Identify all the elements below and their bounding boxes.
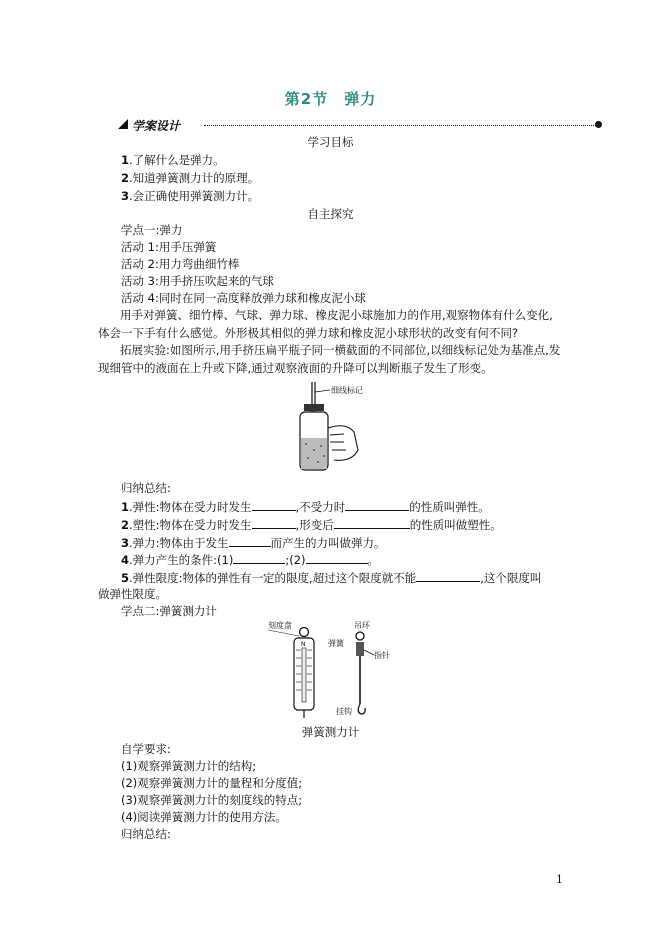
self-study-item: (4)阅读弹簧测力计的使用方法。 <box>121 810 287 824</box>
goal-item: 2.知道弹簧测力计的原理。 <box>121 171 260 185</box>
section-banner <box>118 116 602 134</box>
banner-label: 学案设计 <box>132 119 181 133</box>
goals-heading: 学习目标 <box>307 135 354 149</box>
summary-line-4: 4.弹力产生的条件:(1) ;(2) 。 <box>121 553 380 567</box>
paragraph-observe: 用手对弹簧、细竹棒、气球、弹力球、橡皮泥小球施加力的作用,观察物体有什么变化,体会一下手有什么感觉。外形极其相似的弹力球和橡皮泥小球形状的改变有何不同? <box>98 308 553 340</box>
activity-item: 活动 3:用手挤压吹起来的气球 <box>121 274 274 288</box>
banner-dot-icon <box>595 121 602 128</box>
self-study-item: (1)观察弹簧测力计的结构; <box>121 759 257 773</box>
self-study-heading: 自学要求: <box>121 742 171 756</box>
self-study-item: (3)观察弹簧测力计的刻度线的特点; <box>121 793 303 807</box>
spring-scale-figure <box>262 618 392 720</box>
bottle-label: 细线标记 <box>331 386 363 395</box>
answer-blank[interactable] <box>306 551 368 564</box>
summary-line-5-cont: 做弹性限度。 <box>98 587 167 601</box>
point2-heading: 学点二:弹簧测力计 <box>121 604 217 618</box>
goal-item: 3.会正确使用弹簧测力计。 <box>121 189 260 203</box>
activity-item: 活动 4:同时在同一高度释放弹力球和橡皮泥小球 <box>121 291 366 305</box>
answer-blank[interactable] <box>252 516 296 529</box>
answer-blank[interactable] <box>229 534 271 547</box>
figure-caption: 弹簧测力计 <box>301 725 360 739</box>
activity-item: 活动 1:用手压弹簧 <box>121 240 217 254</box>
self-study-item: (2)观察弹簧测力计的量程和分度值; <box>121 776 303 790</box>
unit-label: N <box>301 641 306 648</box>
summary-line-1: 1.弹性:物体在受力时发生 ,不受力时 的性质叫弹性。 <box>121 500 490 514</box>
answer-blank[interactable] <box>334 516 410 529</box>
summary-line-5: 5.弹性限度:物体的弹性有一定的限度,超过这个限度就不能 ,这个限度叫 <box>121 571 542 585</box>
page-title: 第2节 弹力 <box>284 90 377 108</box>
banner-dotted-line <box>204 125 596 126</box>
activity-item: 活动 2:用力弯曲细竹棒 <box>121 257 240 271</box>
page-number: 1 <box>556 873 563 886</box>
paragraph-extended-experiment: 拓展实验:如图所示,用手挤压扁平瓶子同一横截面的不同部位,以细线标记处为基准点,发现细管中的液面在上升或下降,通过观察液面的升降可以判断瓶子发生了形变。 <box>98 343 561 375</box>
hook-label: 挂钩 <box>336 707 352 716</box>
ring-label: 吊环 <box>354 621 370 630</box>
summary2-heading: 归纳总结: <box>121 827 171 841</box>
banner-triangle-icon <box>118 119 128 129</box>
point1-heading: 学点一:弹力 <box>121 223 183 237</box>
summary-line-2: 2.塑性:物体在受力时发生 ,形变后 的性质叫做塑性。 <box>121 518 502 532</box>
answer-blank[interactable] <box>416 569 480 582</box>
explore-heading: 自主探究 <box>307 207 354 221</box>
dial-label: 刻度盘 <box>268 621 292 630</box>
answer-blank[interactable] <box>233 551 285 564</box>
summary1-heading: 归纳总结: <box>121 481 171 495</box>
pointer-label: 指针 <box>374 651 390 660</box>
spring-label: 弹簧 <box>328 639 344 648</box>
bottle-figure <box>294 380 374 474</box>
answer-blank[interactable] <box>345 498 409 511</box>
goal-item: 1.了解什么是弹力。 <box>121 153 225 167</box>
answer-blank[interactable] <box>252 498 296 511</box>
summary-line-3: 3.弹力:物体由于发生 而产生的力叫做弹力。 <box>121 536 386 550</box>
